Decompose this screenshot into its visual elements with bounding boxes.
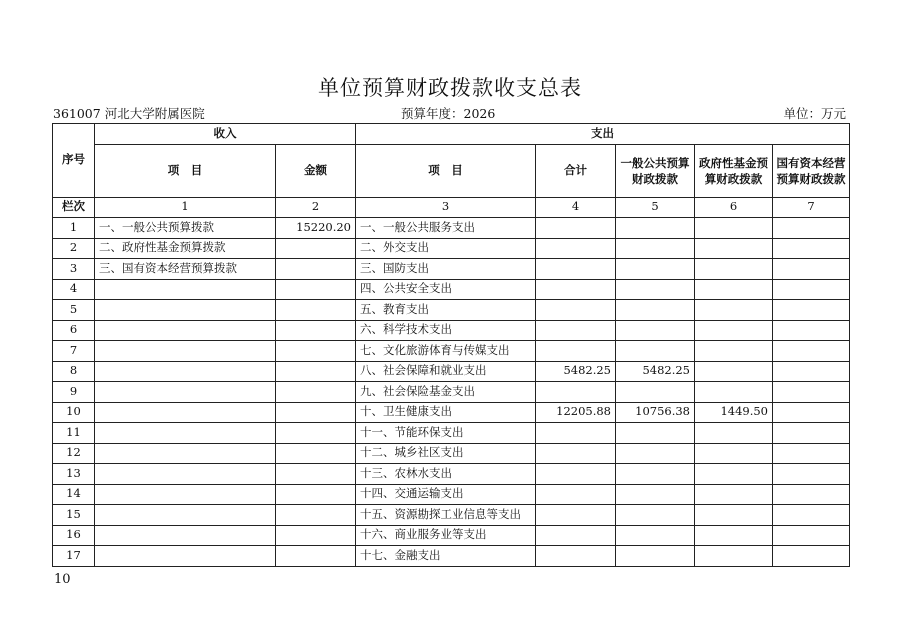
cell-expense-item: 十四、交通运输支出 bbox=[356, 484, 536, 505]
cell-fund-budget bbox=[695, 320, 773, 341]
cell-expense-item: 十二、城乡社区支出 bbox=[356, 443, 536, 464]
table-row bbox=[53, 218, 850, 239]
header-total: 合计 bbox=[536, 144, 616, 197]
cell-income-amount bbox=[276, 464, 356, 485]
cell-fund-budget bbox=[695, 525, 773, 546]
column-number-row bbox=[53, 197, 850, 218]
page-title: 单位预算财政拨款收支总表 bbox=[318, 76, 582, 100]
table-row bbox=[53, 279, 850, 300]
cell-soe-budget bbox=[773, 218, 850, 239]
cell-soe-budget bbox=[773, 402, 850, 423]
cell-seq: 4 bbox=[53, 279, 95, 300]
cell-seq: 14 bbox=[53, 484, 95, 505]
table-row bbox=[53, 320, 850, 341]
cell-income-amount bbox=[276, 300, 356, 321]
table-row bbox=[53, 238, 850, 259]
cell-income-amount bbox=[276, 525, 356, 546]
cell-expense-item: 十三、农林水支出 bbox=[356, 464, 536, 485]
cell-soe-budget bbox=[773, 382, 850, 403]
cell-total bbox=[536, 525, 616, 546]
cell-total: 12205.88 bbox=[536, 402, 616, 423]
header-income-item: 项 目 bbox=[95, 144, 276, 197]
table-row bbox=[53, 300, 850, 321]
cell-income-amount bbox=[276, 443, 356, 464]
cell-fund-budget bbox=[695, 279, 773, 300]
cell-expense-item: 五、教育支出 bbox=[356, 300, 536, 321]
cell-soe-budget bbox=[773, 341, 850, 362]
cell-general-budget bbox=[616, 279, 695, 300]
table-row bbox=[53, 382, 850, 403]
cell-seq: 7 bbox=[53, 341, 95, 362]
table-row bbox=[53, 341, 850, 362]
column-number: 3 bbox=[356, 197, 536, 218]
cell-expense-item: 六、科学技术支出 bbox=[356, 320, 536, 341]
cell-expense-item: 十一、节能环保支出 bbox=[356, 423, 536, 444]
cell-total bbox=[536, 382, 616, 403]
cell-seq: 17 bbox=[53, 546, 95, 567]
cell-seq: 9 bbox=[53, 382, 95, 403]
header-amount: 金额 bbox=[276, 144, 356, 197]
cell-income-amount bbox=[276, 484, 356, 505]
cell-seq: 12 bbox=[53, 443, 95, 464]
cell-fund-budget bbox=[695, 464, 773, 485]
cell-general-budget bbox=[616, 300, 695, 321]
budget-year: 预算年度：2026 bbox=[401, 106, 496, 121]
cell-total bbox=[536, 505, 616, 526]
cell-seq: 6 bbox=[53, 320, 95, 341]
header-fund-budget: 政府性基金预算财政拨款 bbox=[695, 144, 773, 197]
cell-soe-budget bbox=[773, 300, 850, 321]
cell-income-amount bbox=[276, 505, 356, 526]
header-seq: 序号 bbox=[53, 124, 95, 198]
cell-expense-item: 七、文化旅游体育与传媒支出 bbox=[356, 341, 536, 362]
cell-income-item bbox=[95, 525, 276, 546]
cell-income-item bbox=[95, 546, 276, 567]
cell-income-item bbox=[95, 402, 276, 423]
cell-income-amount bbox=[276, 402, 356, 423]
cell-soe-budget bbox=[773, 361, 850, 382]
table-row bbox=[53, 361, 850, 382]
cell-general-budget bbox=[616, 259, 695, 280]
cell-general-budget bbox=[616, 218, 695, 239]
cell-total: 5482.25 bbox=[536, 361, 616, 382]
cell-income-amount bbox=[276, 259, 356, 280]
cell-total bbox=[536, 546, 616, 567]
cell-income-item: 一、一般公共预算拨款 bbox=[95, 218, 276, 239]
header-general-budget: 一般公共预算财政拨款 bbox=[616, 144, 695, 197]
cell-seq: 10 bbox=[53, 402, 95, 423]
table-row bbox=[53, 546, 850, 567]
cell-general-budget bbox=[616, 238, 695, 259]
cell-income-item bbox=[95, 382, 276, 403]
cell-seq: 5 bbox=[53, 300, 95, 321]
cell-expense-item: 三、国防支出 bbox=[356, 259, 536, 280]
table-row bbox=[53, 525, 850, 546]
money-unit: 单位：万元 bbox=[783, 106, 846, 121]
cell-income-item bbox=[95, 341, 276, 362]
table-row bbox=[53, 443, 850, 464]
cell-general-budget bbox=[616, 464, 695, 485]
cell-soe-budget bbox=[773, 238, 850, 259]
cell-total bbox=[536, 218, 616, 239]
cell-fund-budget bbox=[695, 423, 773, 444]
cell-fund-budget bbox=[695, 505, 773, 526]
cell-fund-budget bbox=[695, 361, 773, 382]
cell-fund-budget: 1449.50 bbox=[695, 402, 773, 423]
column-number: 6 bbox=[695, 197, 773, 218]
cell-fund-budget bbox=[695, 484, 773, 505]
cell-total bbox=[536, 259, 616, 280]
cell-fund-budget bbox=[695, 341, 773, 362]
table-row bbox=[53, 464, 850, 485]
cell-income-item bbox=[95, 464, 276, 485]
cell-income-item bbox=[95, 300, 276, 321]
cell-general-budget bbox=[616, 382, 695, 403]
cell-seq: 2 bbox=[53, 238, 95, 259]
cell-seq: 8 bbox=[53, 361, 95, 382]
cell-total bbox=[536, 341, 616, 362]
table-row bbox=[53, 402, 850, 423]
cell-total bbox=[536, 279, 616, 300]
unit-name: 361007 河北大学附属医院 bbox=[53, 106, 205, 121]
cell-income-item: 二、政府性基金预算拨款 bbox=[95, 238, 276, 259]
cell-income-amount bbox=[276, 361, 356, 382]
header-expense-item: 项 目 bbox=[356, 144, 536, 197]
header-expense: 支出 bbox=[356, 124, 850, 145]
cell-total bbox=[536, 464, 616, 485]
column-number: 栏次 bbox=[53, 197, 95, 218]
cell-fund-budget bbox=[695, 218, 773, 239]
cell-general-budget bbox=[616, 341, 695, 362]
cell-soe-budget bbox=[773, 443, 850, 464]
cell-income-amount bbox=[276, 423, 356, 444]
cell-expense-item: 一、一般公共服务支出 bbox=[356, 218, 536, 239]
cell-total bbox=[536, 238, 616, 259]
cell-seq: 13 bbox=[53, 464, 95, 485]
cell-income-item: 三、国有资本经营预算拨款 bbox=[95, 259, 276, 280]
cell-total bbox=[536, 423, 616, 444]
cell-income-item bbox=[95, 320, 276, 341]
cell-expense-item: 十七、金融支出 bbox=[356, 546, 536, 567]
cell-seq: 15 bbox=[53, 505, 95, 526]
budget-table bbox=[52, 123, 850, 567]
column-number: 2 bbox=[276, 197, 356, 218]
page-number: 10 bbox=[54, 572, 71, 587]
column-number: 1 bbox=[95, 197, 276, 218]
cell-general-budget bbox=[616, 505, 695, 526]
cell-seq: 3 bbox=[53, 259, 95, 280]
cell-general-budget bbox=[616, 320, 695, 341]
header-soe-budget: 国有资本经营预算财政拨款 bbox=[773, 144, 850, 197]
cell-total bbox=[536, 484, 616, 505]
cell-fund-budget bbox=[695, 259, 773, 280]
cell-total bbox=[536, 300, 616, 321]
cell-fund-budget bbox=[695, 546, 773, 567]
cell-general-budget bbox=[616, 484, 695, 505]
cell-income-amount bbox=[276, 546, 356, 567]
cell-expense-item: 四、公共安全支出 bbox=[356, 279, 536, 300]
column-number: 5 bbox=[616, 197, 695, 218]
cell-expense-item: 十五、资源勘探工业信息等支出 bbox=[356, 505, 536, 526]
cell-income-amount: 15220.20 bbox=[276, 218, 356, 239]
cell-general-budget bbox=[616, 443, 695, 464]
cell-soe-budget bbox=[773, 423, 850, 444]
cell-fund-budget bbox=[695, 238, 773, 259]
cell-income-item bbox=[95, 361, 276, 382]
cell-expense-item: 八、社会保障和就业支出 bbox=[356, 361, 536, 382]
cell-expense-item: 九、社会保险基金支出 bbox=[356, 382, 536, 403]
cell-soe-budget bbox=[773, 259, 850, 280]
cell-total bbox=[536, 320, 616, 341]
cell-income-item bbox=[95, 279, 276, 300]
cell-general-budget bbox=[616, 546, 695, 567]
cell-income-item bbox=[95, 505, 276, 526]
table-row bbox=[53, 505, 850, 526]
cell-expense-item: 十、卫生健康支出 bbox=[356, 402, 536, 423]
cell-total bbox=[536, 443, 616, 464]
cell-income-amount bbox=[276, 238, 356, 259]
table-row bbox=[53, 259, 850, 280]
header-income: 收入 bbox=[95, 124, 356, 145]
cell-income-amount bbox=[276, 279, 356, 300]
cell-income-item bbox=[95, 423, 276, 444]
cell-income-amount bbox=[276, 341, 356, 362]
cell-general-budget: 10756.38 bbox=[616, 402, 695, 423]
cell-soe-budget bbox=[773, 320, 850, 341]
cell-expense-item: 十六、商业服务业等支出 bbox=[356, 525, 536, 546]
cell-general-budget bbox=[616, 423, 695, 444]
cell-fund-budget bbox=[695, 382, 773, 403]
cell-fund-budget bbox=[695, 443, 773, 464]
cell-seq: 1 bbox=[53, 218, 95, 239]
meta-line bbox=[53, 104, 846, 122]
cell-income-item bbox=[95, 443, 276, 464]
cell-soe-budget bbox=[773, 505, 850, 526]
cell-income-amount bbox=[276, 382, 356, 403]
table-row bbox=[53, 484, 850, 505]
table-row bbox=[53, 423, 850, 444]
cell-seq: 16 bbox=[53, 525, 95, 546]
cell-fund-budget bbox=[695, 300, 773, 321]
cell-expense-item: 二、外交支出 bbox=[356, 238, 536, 259]
cell-general-budget bbox=[616, 525, 695, 546]
cell-income-item bbox=[95, 484, 276, 505]
cell-soe-budget bbox=[773, 464, 850, 485]
cell-soe-budget bbox=[773, 546, 850, 567]
cell-seq: 11 bbox=[53, 423, 95, 444]
cell-income-amount bbox=[276, 320, 356, 341]
column-number: 4 bbox=[536, 197, 616, 218]
cell-general-budget: 5482.25 bbox=[616, 361, 695, 382]
cell-soe-budget bbox=[773, 279, 850, 300]
cell-soe-budget bbox=[773, 484, 850, 505]
cell-soe-budget bbox=[773, 525, 850, 546]
column-number: 7 bbox=[773, 197, 850, 218]
